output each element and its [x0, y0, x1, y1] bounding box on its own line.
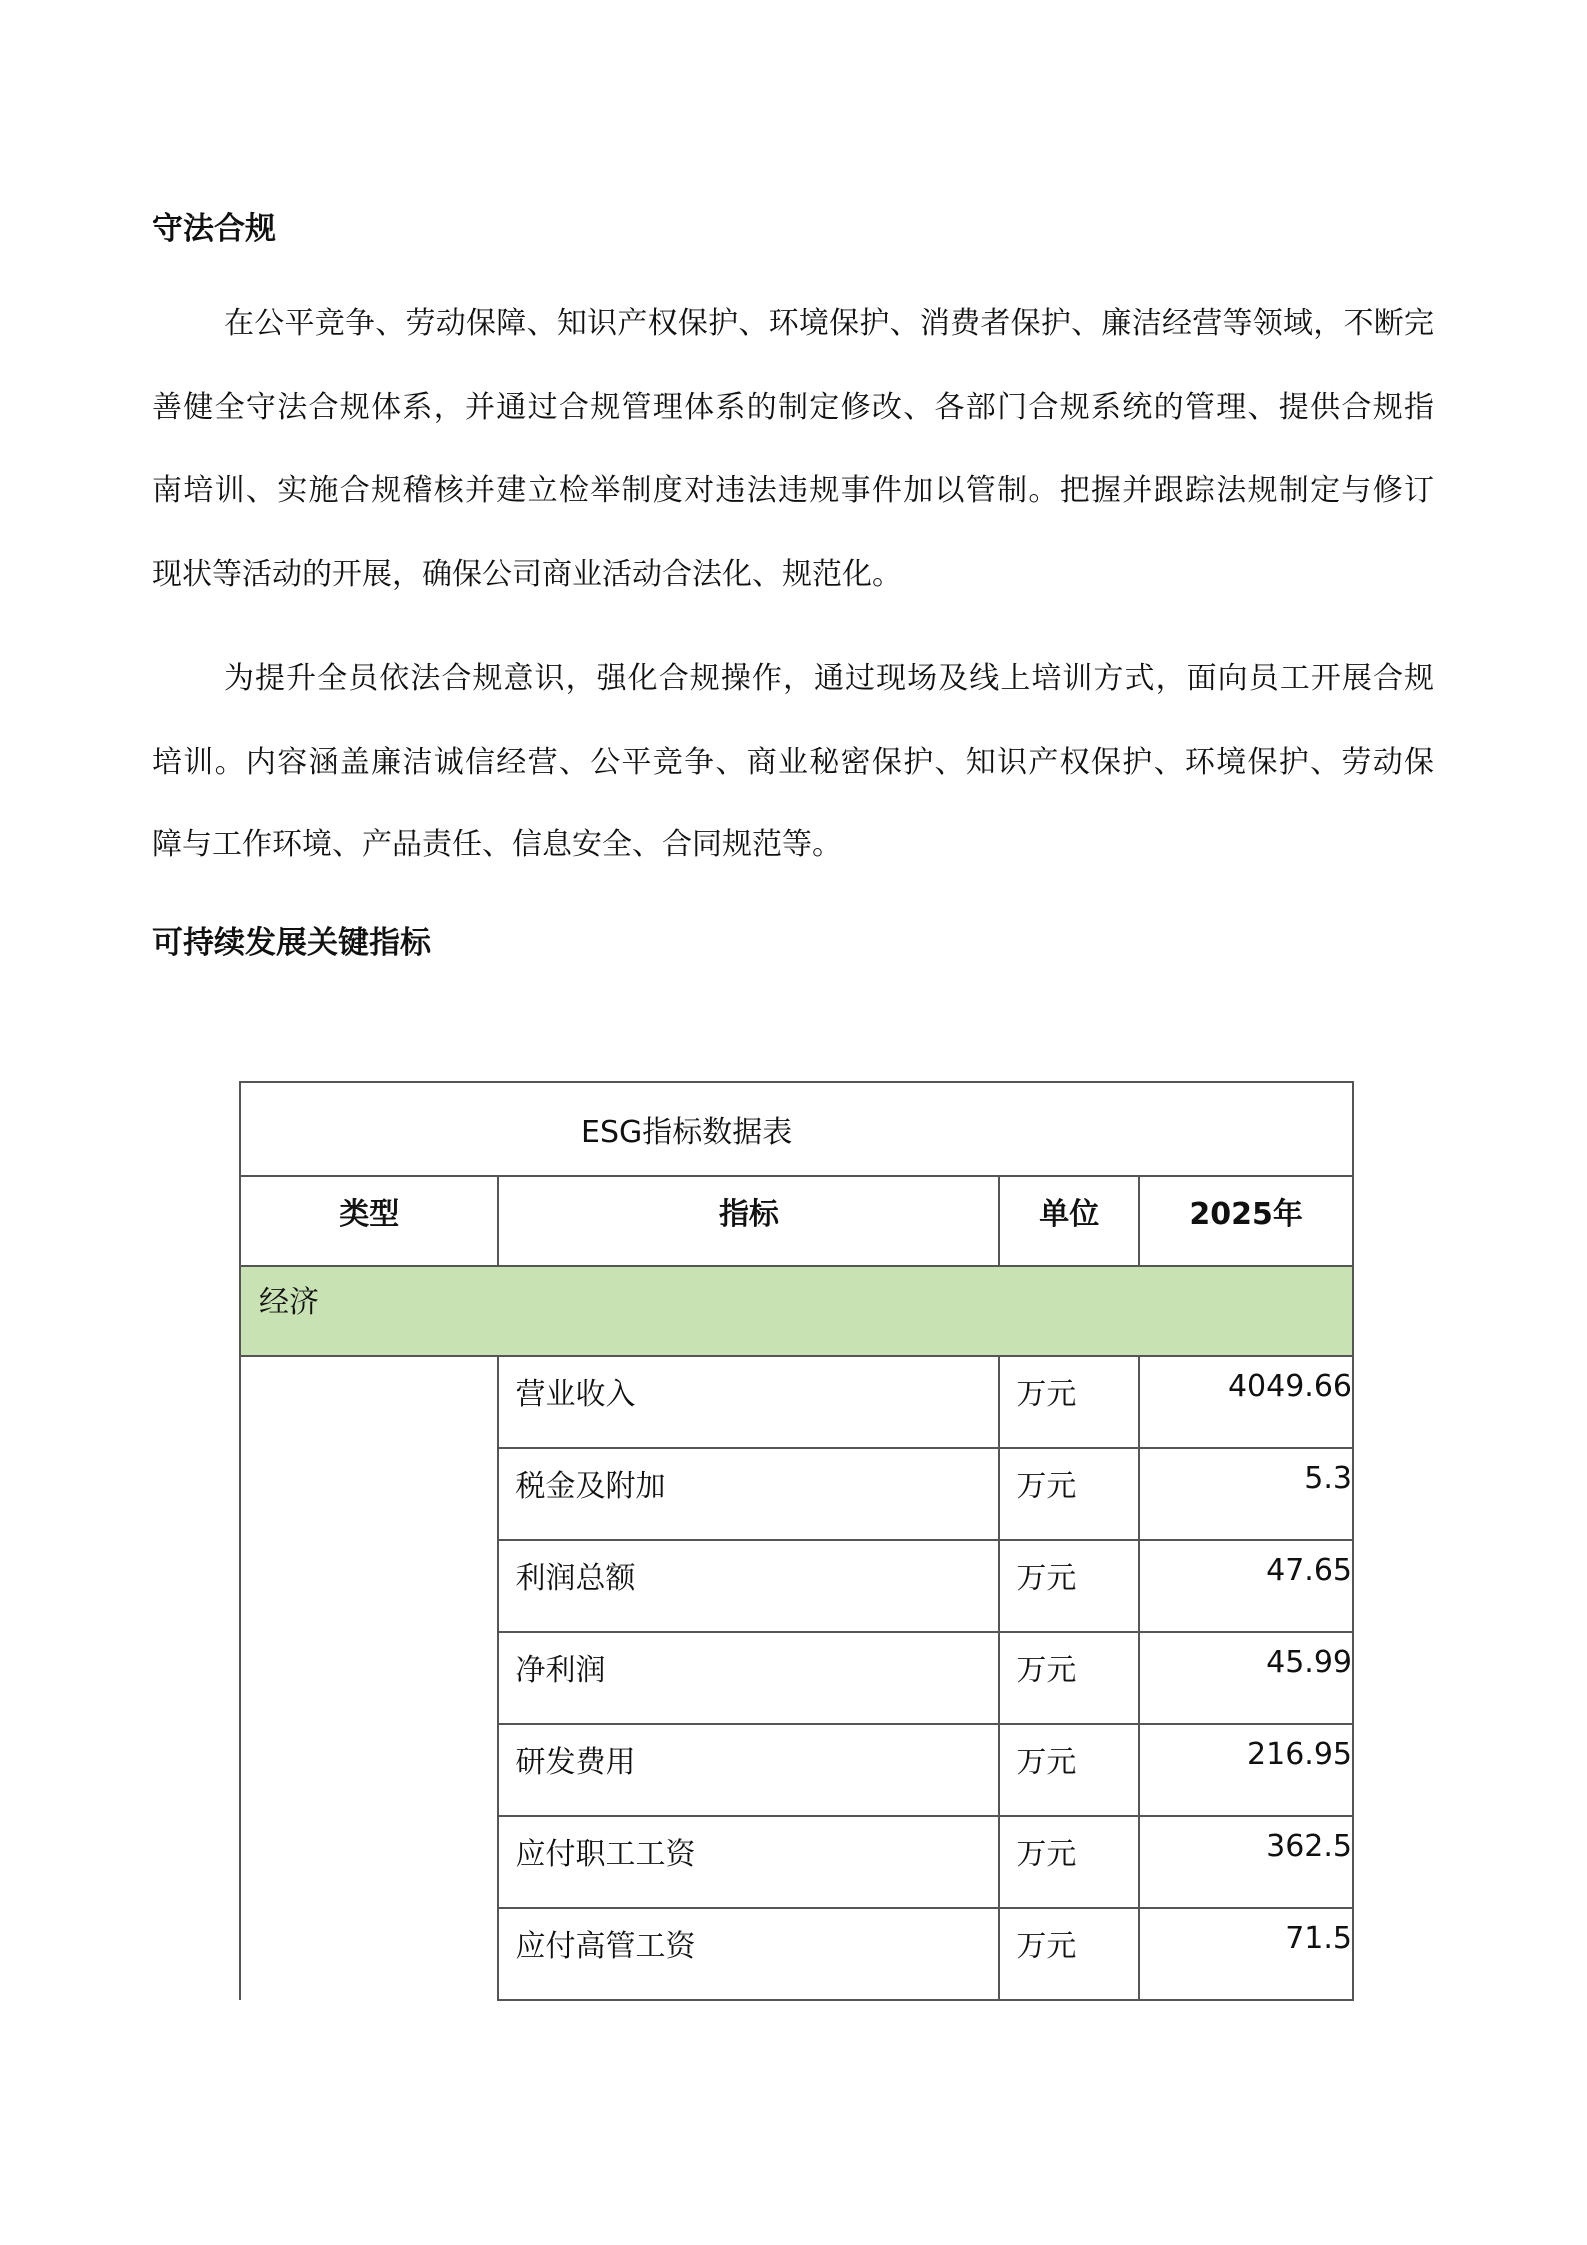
paragraph-line: 现状等活动的开展，确保公司商业活动合法化、规范化。 — [152, 557, 902, 592]
header-indicator: 指标 — [498, 1176, 999, 1266]
table-row — [240, 1540, 1353, 1632]
table-row — [240, 1632, 1353, 1724]
indicator-cell: 净利润 — [498, 1632, 999, 1724]
unit-cell: 万元 — [999, 1632, 1139, 1724]
type-cell — [240, 1724, 498, 1816]
section-heading-kpi: 可持续发展关键指标 — [152, 925, 431, 961]
header-year: 2025年 — [1139, 1176, 1353, 1266]
paragraph-line: 善健全守法合规体系，并通过合规管理体系的制定修改、各部门合规系统的管理、提供合规指 — [152, 390, 1434, 425]
unit-cell: 万元 — [999, 1816, 1139, 1908]
table-row — [240, 1908, 1353, 2000]
indicator-cell: 应付高管工资 — [498, 1908, 999, 2000]
section-row-economy: 经济 — [240, 1266, 1353, 1356]
table-row — [240, 1448, 1353, 1540]
type-cell — [240, 1816, 498, 1908]
paragraph-line: 障与工作环境、产品责任、信息安全、合同规范等。 — [152, 827, 842, 862]
value-cell: 5.3 — [1139, 1448, 1353, 1540]
value-cell: 4049.66 — [1139, 1356, 1353, 1448]
paragraph-line: 为提升全员依法合规意识，强化合规操作，通过现场及线上培训方式，面向员工开展合规 — [224, 661, 1434, 696]
header-unit: 单位 — [999, 1176, 1139, 1266]
unit-cell: 万元 — [999, 1908, 1139, 2000]
value-cell: 45.99 — [1139, 1632, 1353, 1724]
type-cell — [240, 1448, 498, 1540]
indicator-cell: 营业收入 — [498, 1356, 999, 1448]
indicator-cell: 研发费用 — [498, 1724, 999, 1816]
indicator-cell: 应付职工工资 — [498, 1816, 999, 1908]
value-cell: 47.65 — [1139, 1540, 1353, 1632]
table-row — [240, 1816, 1353, 1908]
type-cell — [240, 1908, 498, 2000]
paragraph-line: 培训。内容涵盖廉洁诚信经营、公平竞争、商业秘密保护、知识产权保护、环境保护、劳动保 — [152, 745, 1434, 780]
unit-cell: 万元 — [999, 1724, 1139, 1816]
indicator-cell: 利润总额 — [498, 1540, 999, 1632]
value-cell: 362.5 — [1139, 1816, 1353, 1908]
indicator-cell: 税金及附加 — [498, 1448, 999, 1540]
section-heading-compliance: 守法合规 — [152, 211, 276, 247]
type-cell — [240, 1540, 498, 1632]
unit-cell: 万元 — [999, 1540, 1139, 1632]
type-cell — [240, 1632, 498, 1724]
table-row — [240, 1356, 1353, 1448]
table-row — [240, 1724, 1353, 1816]
table-title: ESG指标数据表 — [240, 1082, 1353, 1176]
unit-cell: 万元 — [999, 1448, 1139, 1540]
header-type: 类型 — [240, 1176, 498, 1266]
value-cell: 216.95 — [1139, 1724, 1353, 1816]
esg-data-table — [239, 1081, 1354, 2001]
paragraph-line: 在公平竞争、劳动保障、知识产权保护、环境保护、消费者保护、廉洁经营等领域，不断完 — [224, 306, 1434, 341]
type-cell — [240, 1356, 498, 1448]
paragraph-line: 南培训、实施合规稽核并建立检举制度对违法违规事件加以管制。把握并跟踪法规制定与修订 — [152, 473, 1434, 508]
unit-cell: 万元 — [999, 1356, 1139, 1448]
value-cell: 71.5 — [1139, 1908, 1353, 2000]
